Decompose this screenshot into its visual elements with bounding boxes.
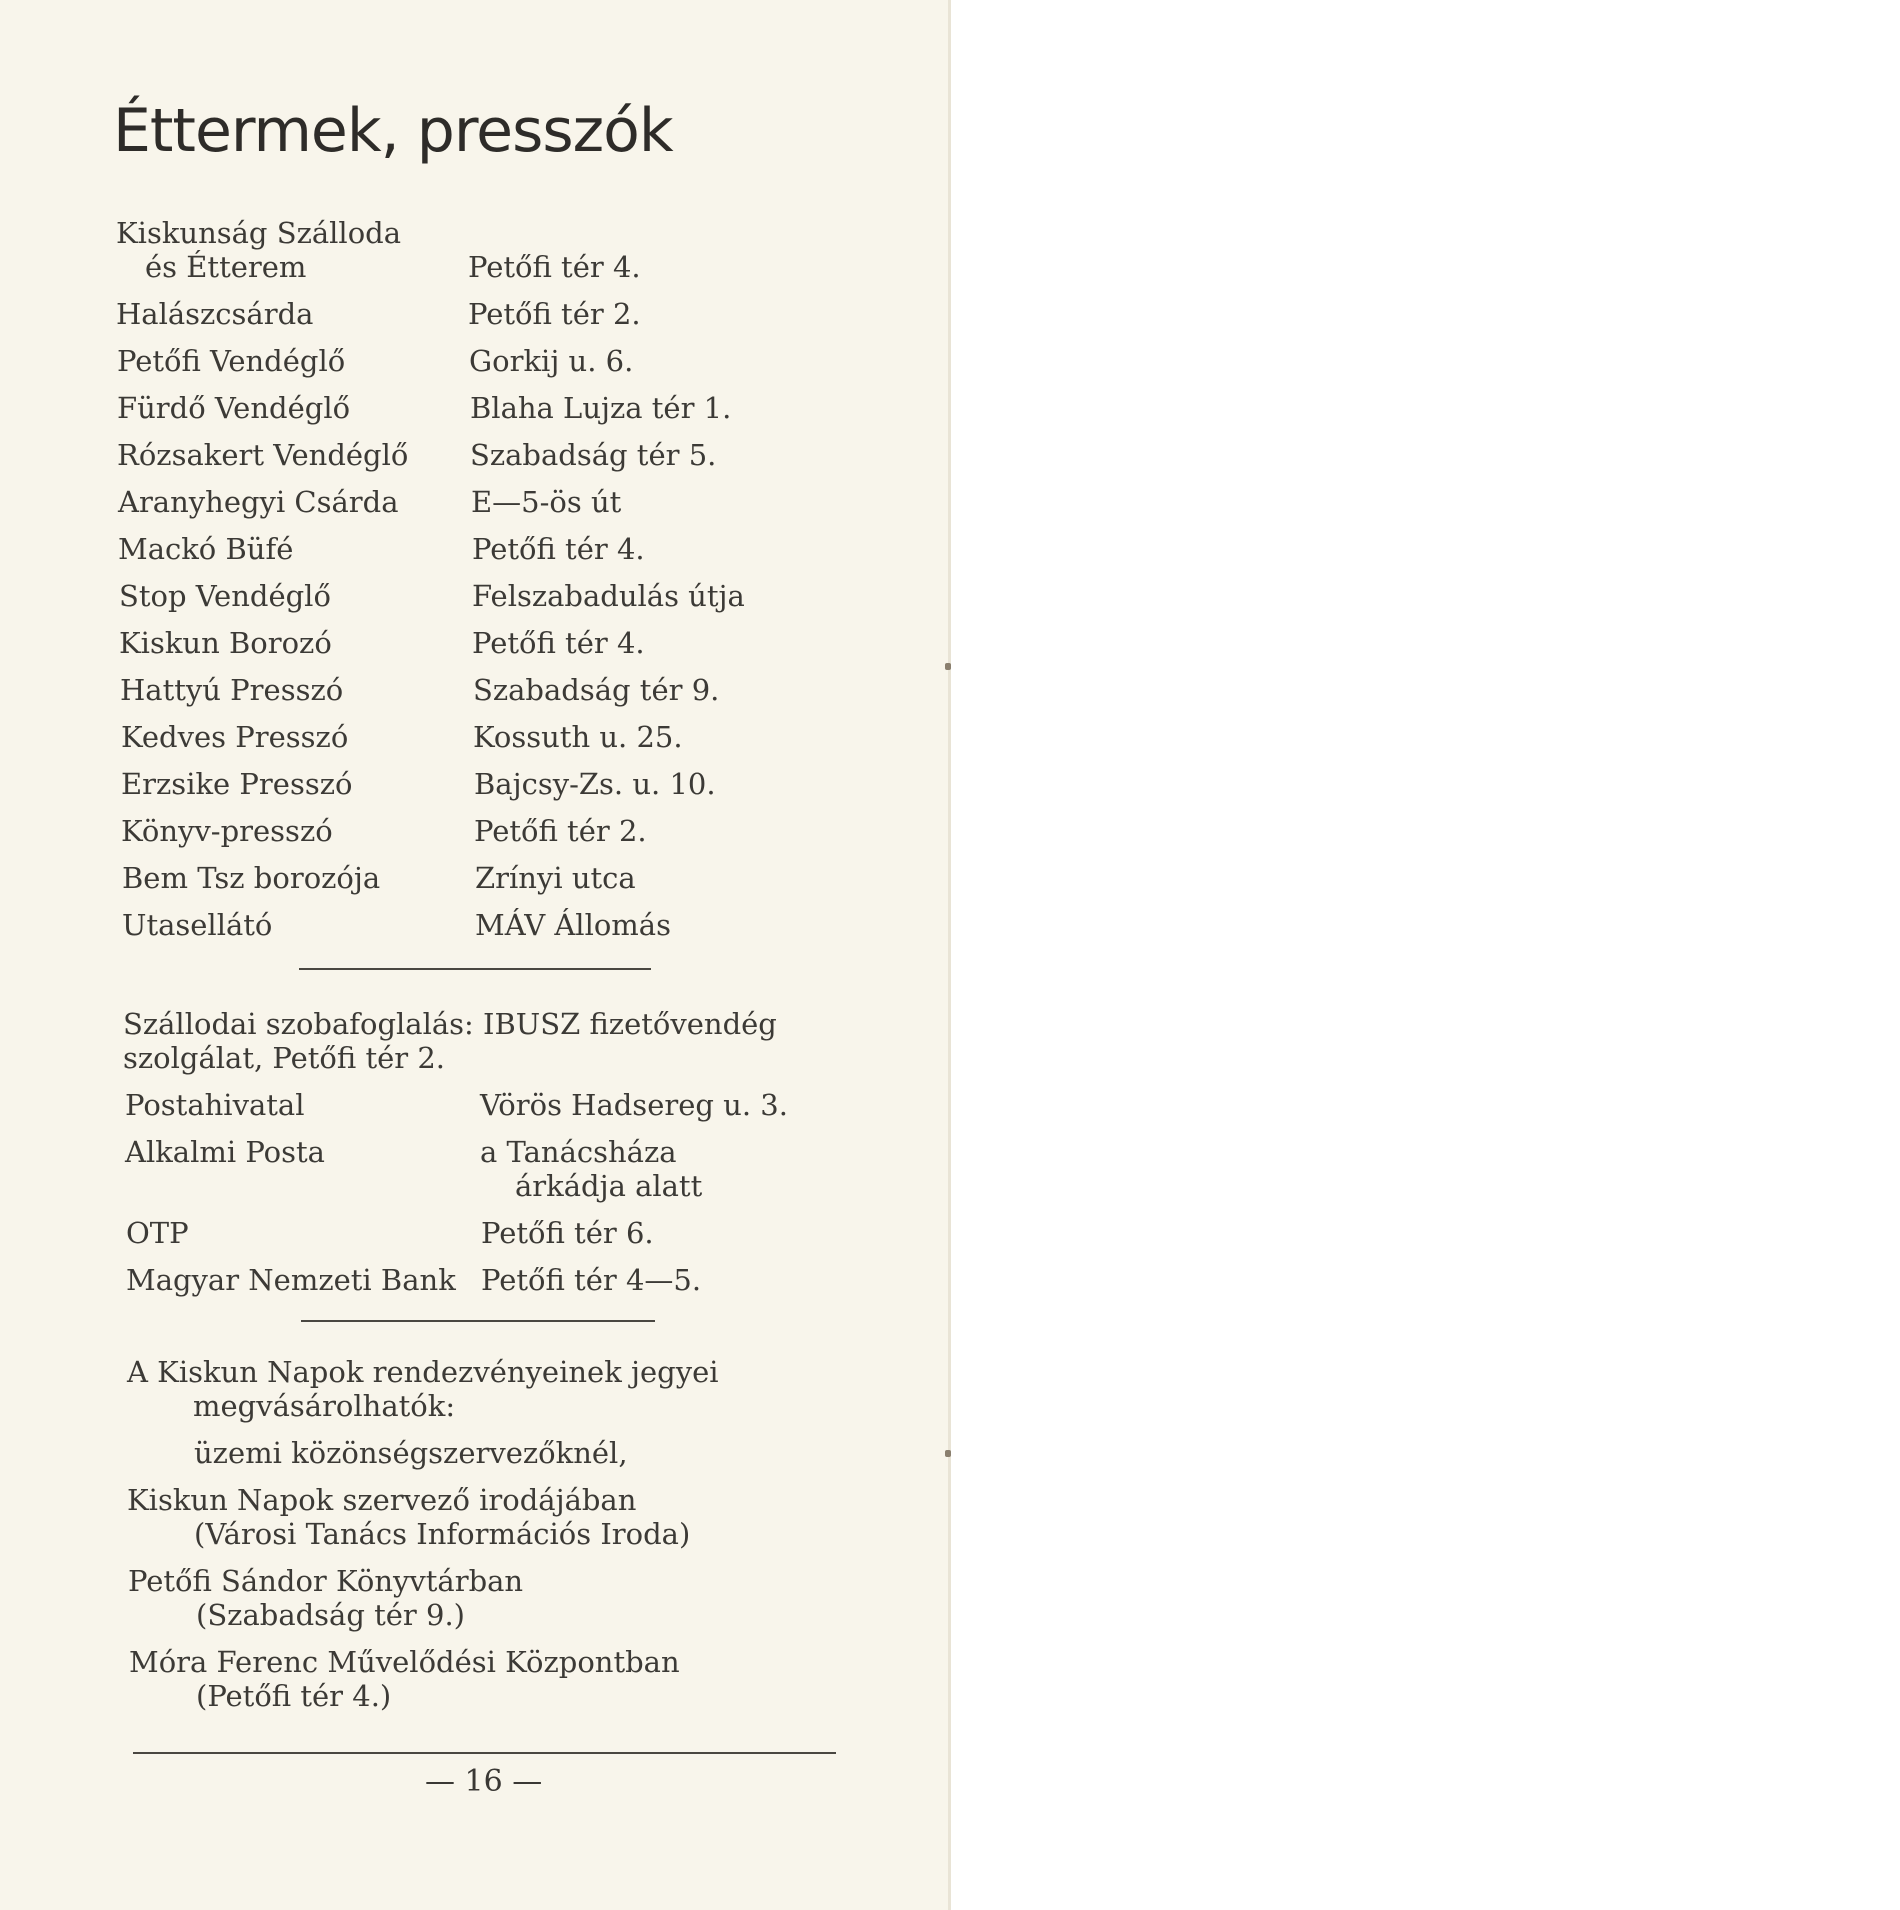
restaurant-address: Szabadság tér 5. bbox=[470, 438, 717, 472]
restaurant-name: Erzsike Presszó bbox=[121, 767, 353, 801]
restaurant-address: Bajcsy-Zs. u. 10. bbox=[474, 767, 716, 801]
service-address: Vörös Hadsereg u. 3. bbox=[480, 1088, 788, 1122]
service-address: a Tanácsháza bbox=[480, 1135, 677, 1169]
restaurant-address: E—5-ös út bbox=[471, 485, 622, 519]
restaurant-name: Bem Tsz borozója bbox=[122, 861, 381, 895]
restaurant-address: Blaha Lujza tér 1. bbox=[470, 391, 732, 425]
section-divider bbox=[301, 1320, 655, 1322]
restaurant-name: Halászcsárda bbox=[116, 297, 314, 331]
restaurant-address: Petőfi tér 2. bbox=[474, 814, 647, 848]
restaurant-address: Kossuth u. 25. bbox=[473, 720, 683, 754]
restaurant-name: Kiskunság Szálloda bbox=[116, 216, 402, 250]
restaurant-name: Aranyhegyi Csárda bbox=[118, 485, 399, 519]
ticket-place-detail: (Petőfi tér 4.) bbox=[196, 1679, 392, 1713]
section-divider bbox=[299, 968, 651, 970]
restaurant-address: Petőfi tér 4. bbox=[468, 250, 641, 284]
restaurant-address: Felszabadulás útja bbox=[472, 579, 745, 613]
restaurant-name: és Étterem bbox=[145, 250, 307, 284]
restaurant-name: Rózsakert Vendéglő bbox=[117, 438, 409, 472]
restaurant-address: Petőfi tér 4. bbox=[472, 626, 645, 660]
restaurant-name: Utasellátó bbox=[122, 908, 273, 942]
service-name: Alkalmi Posta bbox=[125, 1135, 325, 1169]
service-address: árkádja alatt bbox=[515, 1169, 703, 1203]
restaurant-address: Zrínyi utca bbox=[475, 861, 636, 895]
restaurant-address: MÁV Állomás bbox=[475, 908, 671, 942]
service-name: OTP bbox=[126, 1216, 189, 1250]
ticket-place: Kiskun Napok szervező irodájában bbox=[127, 1483, 637, 1517]
hotel-booking-text: Szállodai szobafoglalás: IBUSZ fizetővendég bbox=[123, 1007, 777, 1041]
page-number: — 16 — bbox=[425, 1764, 543, 1799]
restaurant-address: Petőfi tér 4. bbox=[472, 532, 645, 566]
page-title: Éttermek, presszók bbox=[113, 96, 673, 166]
restaurant-name: Kiskun Borozó bbox=[119, 626, 332, 660]
ticket-place: Petőfi Sándor Könyvtárban bbox=[128, 1564, 524, 1598]
restaurant-name: Könyv-presszó bbox=[121, 814, 333, 848]
restaurant-name: Stop Vendéglő bbox=[119, 579, 331, 613]
ticket-place-detail: (Szabadság tér 9.) bbox=[196, 1598, 466, 1632]
restaurant-name: Kedves Presszó bbox=[121, 720, 349, 754]
tickets-intro: A Kiskun Napok rendezvényeinek jegyei bbox=[127, 1355, 719, 1389]
binding-staple-mark bbox=[945, 663, 951, 670]
restaurant-address: Gorkij u. 6. bbox=[469, 344, 634, 378]
restaurant-name: Fürdő Vendéglő bbox=[117, 391, 351, 425]
tickets-intro: megvásárolhatók: bbox=[193, 1389, 456, 1423]
ticket-place-detail: (Városi Tanács Információs Iroda) bbox=[194, 1517, 691, 1551]
service-name: Magyar Nemzeti Bank bbox=[126, 1263, 456, 1297]
footer-divider bbox=[133, 1752, 836, 1754]
restaurant-address: Szabadság tér 9. bbox=[473, 673, 720, 707]
right-page-blank bbox=[951, 0, 1900, 1910]
restaurant-name: Hattyú Presszó bbox=[120, 673, 344, 707]
ticket-place: Móra Ferenc Művelődési Központban bbox=[129, 1645, 680, 1679]
service-address: Petőfi tér 6. bbox=[481, 1216, 654, 1250]
service-name: Postahivatal bbox=[125, 1088, 305, 1122]
hotel-booking-text: szolgálat, Petőfi tér 2. bbox=[123, 1041, 446, 1075]
left-page bbox=[0, 0, 948, 1910]
restaurant-address: Petőfi tér 2. bbox=[468, 297, 641, 331]
service-address: Petőfi tér 4—5. bbox=[481, 1263, 702, 1297]
restaurant-name: Mackó Büfé bbox=[118, 532, 294, 566]
binding-staple-mark bbox=[945, 1450, 951, 1457]
restaurant-name: Petőfi Vendéglő bbox=[117, 344, 346, 378]
ticket-place: üzemi közönségszervezőknél, bbox=[194, 1436, 628, 1470]
